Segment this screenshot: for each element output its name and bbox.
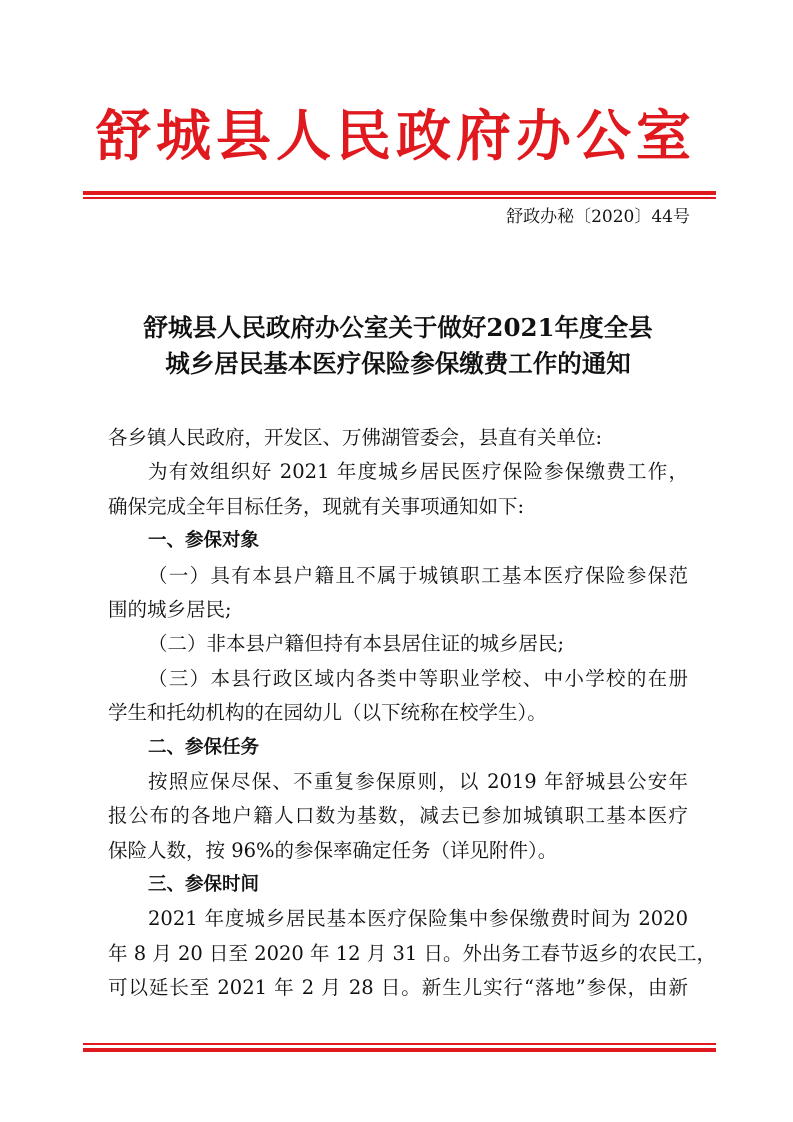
participants-item-2: （二）非本县户籍但持有本县居住证的城乡居民; <box>148 632 565 656</box>
tasks-paragraph-line-3: 保险人数，按 96%的参保率确定任务（详见附件）。 <box>108 838 558 862</box>
participants-item-3-line-2: 学生和托幼机构的在园幼儿（以下统称在校学生）。 <box>108 701 547 725</box>
header-rule-thick <box>83 191 716 195</box>
title-line-1: 舒城县人民政府办公室关于做好2021年度全县 <box>143 313 653 342</box>
header-rule-thin <box>83 197 716 199</box>
document-number: 舒政办秘〔2020〕44号 <box>506 207 690 227</box>
period-paragraph-line-2: 年 8 月 20 日至 2020 年 12 月 31 日。外出务工春节返乡的农民工， <box>108 941 716 965</box>
participants-item-1-line-1: （一）具有本县户籍且不属于城镇职工基本医疗保险参保范 <box>148 563 688 587</box>
intro-paragraph-line-1: 为有效组织好 2021 年度城乡居民医疗保险参保缴费工作， <box>148 460 688 484</box>
tasks-paragraph-line-2: 报公布的各地户籍人口数为基数，减去已参加城镇职工基本医疗 <box>108 804 688 828</box>
footer-rule-thick <box>83 1048 716 1052</box>
tasks-paragraph-line-1: 按照应保尽保、不重复参保原则，以 2019 年舒城县公安年 <box>148 769 688 793</box>
section-heading-period: 三、参保时间 <box>148 874 260 896</box>
addressee: 各乡镇人民政府，开发区、万佛湖管委会，县直有关单位: <box>108 426 603 449</box>
section-heading-tasks: 二、参保任务 <box>148 736 260 758</box>
participants-item-1-line-2: 围的城乡居民; <box>108 597 232 621</box>
issuer-masthead: 舒城县人民政府办公室 <box>95 103 696 168</box>
participants-item-3-line-1: （三）本县行政区域内各类中等职业学校、中小学校的在册 <box>148 666 688 690</box>
period-paragraph-line-3: 可以延长至 2021 年 2 月 28 日。新生儿实行“落地”参保，由新 <box>108 976 688 1000</box>
footer-rule-thin <box>83 1043 716 1045</box>
intro-paragraph-line-2: 确保完成全年目标任务，现就有关事项通知如下: <box>108 494 525 518</box>
document-body <box>108 421 716 1006</box>
period-paragraph-line-1: 2021 年度城乡居民基本医疗保险集中参保缴费时间为 2020 <box>148 907 688 931</box>
document-title <box>90 310 706 382</box>
section-heading-participants: 一、参保对象 <box>148 530 260 552</box>
title-line-2: 城乡居民基本医疗保险参保缴费工作的通知 <box>165 349 631 378</box>
